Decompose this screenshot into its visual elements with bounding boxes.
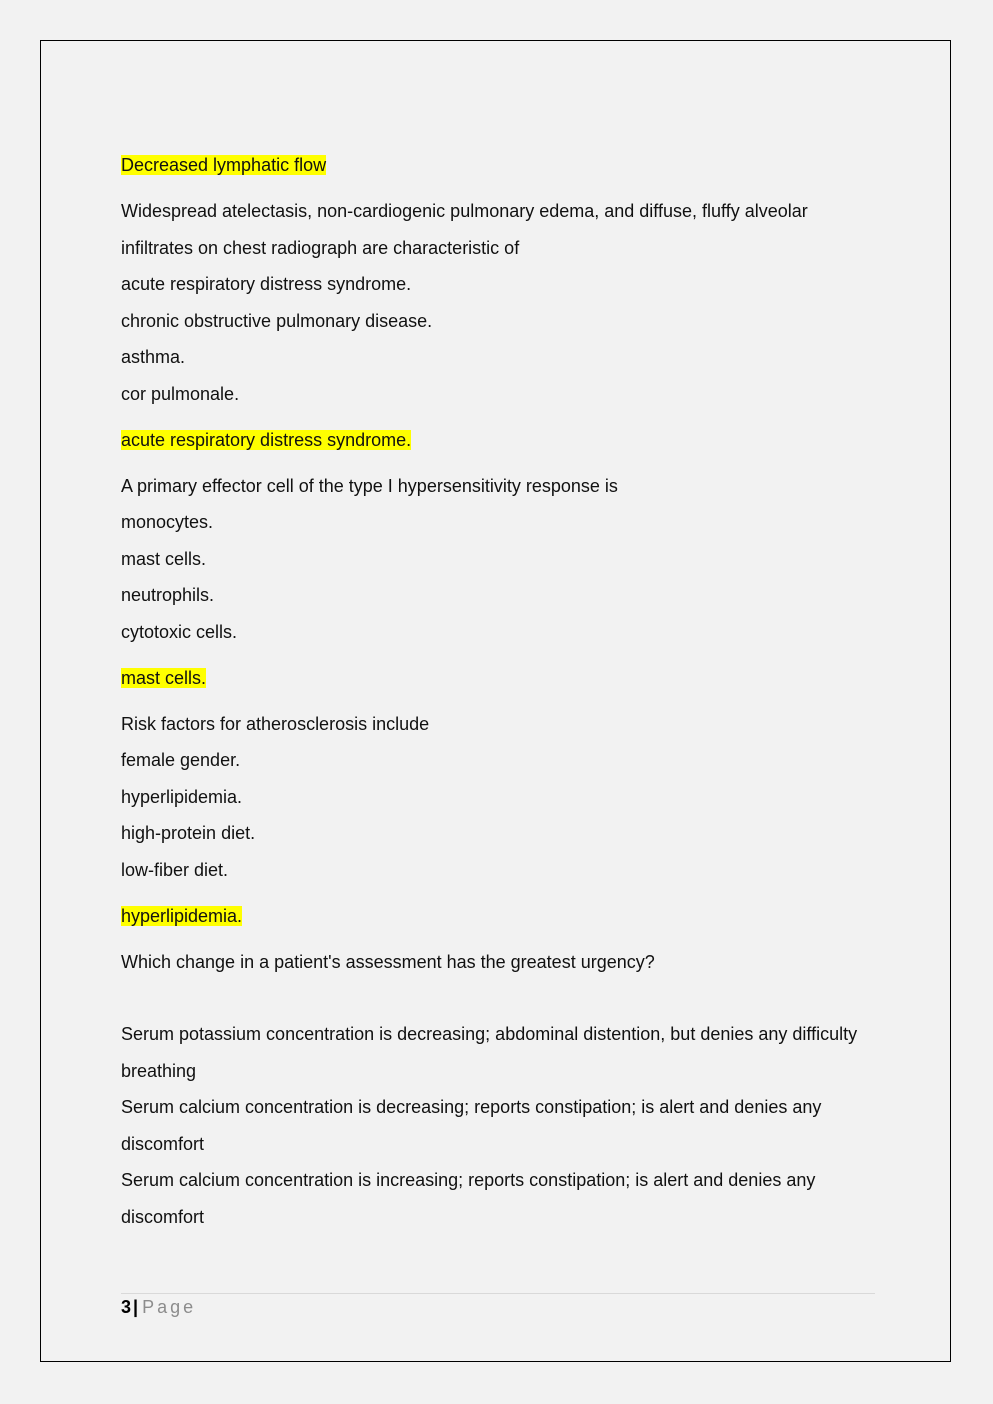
option-4b: hyperlipidemia. (121, 786, 243, 807)
option-4c: high-protein diet. (121, 823, 256, 844)
option-5c: Serum calcium concentration is increasing; reports constipation; is alert and denies any discomfort (121, 1170, 816, 1228)
answer-3 (121, 667, 881, 690)
page-word: Page (142, 1297, 197, 1317)
option-3a: monocytes. (121, 512, 214, 533)
page-separator: | (133, 1297, 139, 1317)
question-4: Risk factors for atherosclerosis include (121, 713, 430, 734)
option-5a: Serum potassium concentration is decreasing; abdominal distention, but denies any difficulty breathing (121, 1024, 858, 1081)
option-4d: low-fiber diet. (121, 859, 229, 880)
document-body (121, 151, 881, 1236)
question-5: Which change in a patient's assessment has the greatest urgency? (121, 951, 655, 972)
answer-highlight: acute respiratory distress syndrome. (121, 429, 412, 450)
option-2d: cor pulmonale. (121, 383, 240, 404)
option-3d: cytotoxic cells. (121, 621, 238, 642)
question-2: Widespread atelectasis, non-cardiogenic pulmonary edema, and diffuse, fluffy alveolar infiltrates on chest radiograph are characteristic of (121, 201, 808, 258)
option-5b: Serum calcium concentration is decreasing; reports constipation; is alert and denies any discomfort (121, 1097, 822, 1154)
answer-highlight: hyperlipidemia. (121, 905, 243, 926)
answer-2 (121, 429, 881, 452)
page-footer (121, 1293, 875, 1318)
answer-highlight: mast cells. (121, 667, 207, 688)
answer-4 (121, 905, 881, 928)
page-number: 3 (121, 1297, 132, 1317)
answer-1 (121, 154, 881, 177)
option-2a: acute respiratory distress syndrome. (121, 274, 412, 295)
question-3: A primary effector cell of the type I hypersensitivity response is (121, 475, 618, 496)
answer-highlight: Decreased lymphatic flow (121, 155, 327, 175)
option-2c: asthma. (121, 347, 186, 368)
option-3b: mast cells. (121, 548, 207, 569)
option-4a: female gender. (121, 750, 241, 771)
option-2b: chronic obstructive pulmonary disease. (121, 310, 433, 331)
page-frame (40, 40, 951, 1362)
option-3c: neutrophils. (121, 585, 215, 606)
